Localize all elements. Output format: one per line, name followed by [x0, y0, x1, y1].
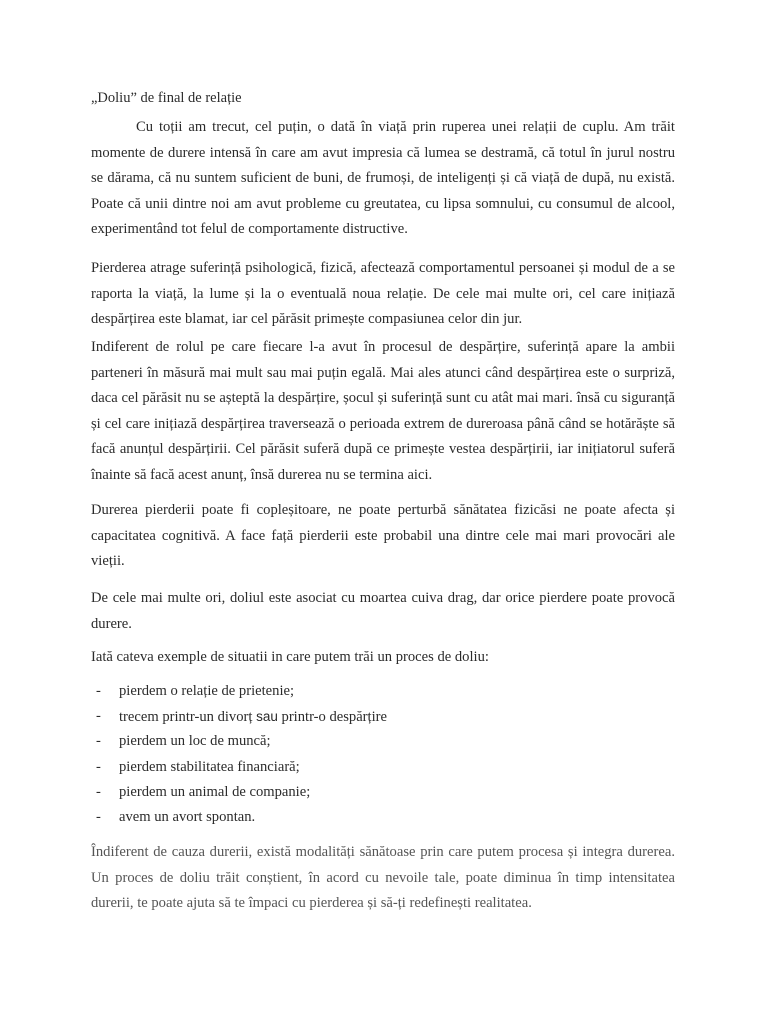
list-item-text: pierdem stabilitatea financiară; — [119, 758, 300, 775]
list-item — [91, 679, 675, 704]
list-item-text-part: printr-o despărțire — [277, 709, 387, 726]
list-item-text-sau: sau — [256, 709, 278, 725]
list-item — [91, 729, 675, 754]
paragraph-grief-association: De cele mai multe ori, doliul este asociat cu moartea cuiva drag, dar orice pierdere poate provocă durere. — [91, 590, 675, 632]
list-item-text-part: trecem printr-un divorț — [119, 709, 257, 726]
paragraph-separation-roles: Indiferent de rolul pe care fiecare l-a avut în procesul de despărțire, suferință apare la ambii parteneri în măsură mai mult sau mai puțin egală. Mai ales atunci când despărțirea este o surpriză, daca cel părăsit nu se așteptă la despărțire, șocul și suferință sunt cu atât mai mari. însă cu siguranță și cel care inițiază despărțirea traversează o perioada extrem de dureroasa până când se hotărăște să facă anunțul despărțirii. Cel părăsit suferă după ce primește vestea despărțirii, iar inițiatorul suferă înainte să facă acest anunț, însă durerea nu se termina aici. — [91, 339, 675, 483]
paragraph-list-intro: Iată cateva exemple de situatii in care putem trăi un proces de doliu: — [91, 649, 489, 665]
list-item-text: avem un avort spontan. — [119, 808, 256, 825]
paragraph-intro: Cu toții am trecut, cel puțin, o dată în viață prin ruperea unei relații de cuplu. Am trăit momente de durere intensă în care am avut impresia că lumea se destramă, că totul în jurul nostru se dărama, că nu suntem suficient de buni, de frumoși, de inteligenți și că viață de după, nu există. Poate că unii dintre noi am avut probleme cu greutatea, cu lipsa somnului, cu consumul de alcool, experimentând tot felul de comportamente distructive. — [91, 119, 675, 238]
examples-list — [91, 679, 675, 830]
list-item-text: pierdem un loc de muncă; — [119, 733, 271, 750]
list-bullet: - — [96, 683, 101, 699]
list-bullet: - — [96, 808, 101, 825]
list-item-text: pierdem un animal de companie; — [119, 783, 311, 800]
list-bullet: - — [96, 733, 101, 750]
list-item — [91, 704, 675, 729]
list-bullet: - — [96, 783, 101, 800]
document-title: „Doliu” de final de relație — [91, 90, 242, 106]
list-bullet: - — [96, 758, 101, 775]
paragraph-closing: Îndiferent de cauza durerii, există modalități sănătoase prin care putem procesa și integra durerea. Un proces de doliu trăit conștient, în acord cu nevoile tale, poate diminua în timp intensitatea durerii, te poate ajuta să te împaci cu pierderea și să-ți redefinești realitatea. — [91, 844, 675, 912]
list-item-text: pierdem o relație de prietenie; — [119, 683, 295, 699]
list-item — [91, 805, 675, 830]
list-item — [91, 755, 675, 780]
list-item-text — [119, 704, 387, 730]
list-bullet: - — [96, 708, 101, 725]
paragraph-loss-effects: Pierderea atrage suferință psihologică, fizică, afectează comportamentul persoanei și modul de a se raporta la viață, la lume și la o eventuală noua relație. De cele mai multe ori, cel care inițiază despărțirea este blamat, iar cel părăsit primește compasiunea celor din jur. — [91, 260, 675, 328]
list-item — [91, 780, 675, 805]
paragraph-grief-impact: Durerea pierderii poate fi copleșitoare, ne poate perturbă sănătatea fizicăsi ne poate afecta și capacitatea cognitivă. A face față pierderii este probabil una dintre cele mai mari provocări ale vieții. — [91, 502, 675, 570]
